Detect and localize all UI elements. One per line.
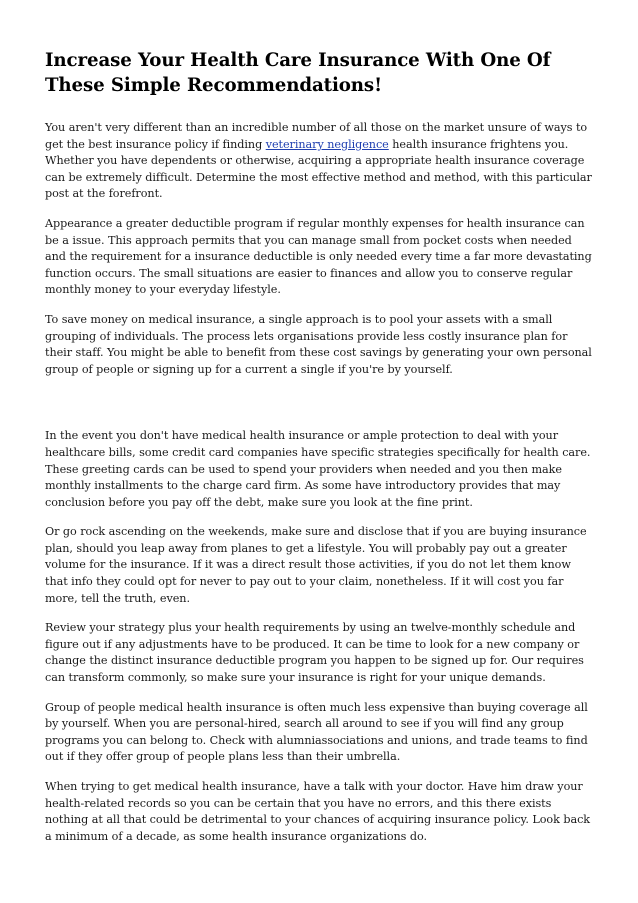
paragraph-1 (45, 120, 594, 203)
paragraph-3: To save money on medical insurance, a single approach is to pool your assets with a small grouping of individuals. The process lets organisations provide less costly insurance plan for their staff. You might be able to benefit from these cost savings by generating your own personal group of people or signing up for a current a single if you're by yourself. (45, 312, 592, 376)
paragraph-1-text-before: You aren't very different than an incredible number of all those on the market unsure of ways to get the best insurance policy if finding (45, 121, 588, 151)
paragraph-5: Or go rock ascending on the weekends, make sure and disclose that if you are buying insurance plan, should you leap away from planes to get a lifestyle. You will probably pay out a greater volume for the insurance. If it was a direct result those activities, if you do not let them know that info they could opt for never to pay out to your claim, nonetheless. If it will cost you far more, tell the truth, even. (45, 525, 587, 605)
veterinary-negligence-link[interactable]: veterinary negligence (265, 137, 389, 151)
paragraph-7: Group of people medical health insurance is often much less expensive than buying coverage all by yourself. When you are personal-hired, search all around to see if you will find any group programs you can belong to. Check with alumniassociations and unions, and trade teams to find out if they offer group of people plans less than their umbrella. (45, 700, 588, 764)
paragraph-2: Appearance a greater deductible program if regular monthly expenses for health insurance can be a issue. This approach permits that you can manage small from pocket costs when needed and the requirement for a insurance deductible is only needed every time a far more devastating function occurs. The small situations are easier to finances and allow you to conserve regular monthly money to your everyday lifestyle. (45, 216, 592, 297)
paragraph-4: In the event you don't have medical health insurance or ample protection to deal with your healthcare bills, some credit card companies have specific strategies specifically for health care. These greeting cards can be used to spend your providers when needed and you then make monthly installments to the charge card firm. As some have introductory provides that may conclusion before you pay off the debt, make sure you look at the fine print. (45, 429, 591, 509)
paragraph-1-text-after: health insurance frightens you. Whether you have dependents or otherwise, acquiring a appropriate health insurance coverage can be extremely difficult. Determine the most effective method and method, with this particular post at the forefront. (45, 137, 592, 201)
paragraph-6: Review your strategy plus your health requirements by using an twelve-monthly schedule and figure out if any adjustments have to be produced. It can be time to look for a new company or change the distinct insurance deductible program you happen to be signed up for. Our requires can transform commonly, so make sure your insurance is right for your unique demands. (45, 621, 584, 685)
article-title: Increase Your Health Care Insurance With One Of These Simple Recommendations! (45, 50, 551, 96)
paragraph-8: When trying to get medical health insurance, have a talk with your doctor. Have him draw your health-related records so you can be certain that you have no errors, and this there exists nothing at all that could be detrimental to your chances of acquiring insurance policy. Look back a minimum of a decade, as some health insurance organizations do. (45, 780, 591, 843)
